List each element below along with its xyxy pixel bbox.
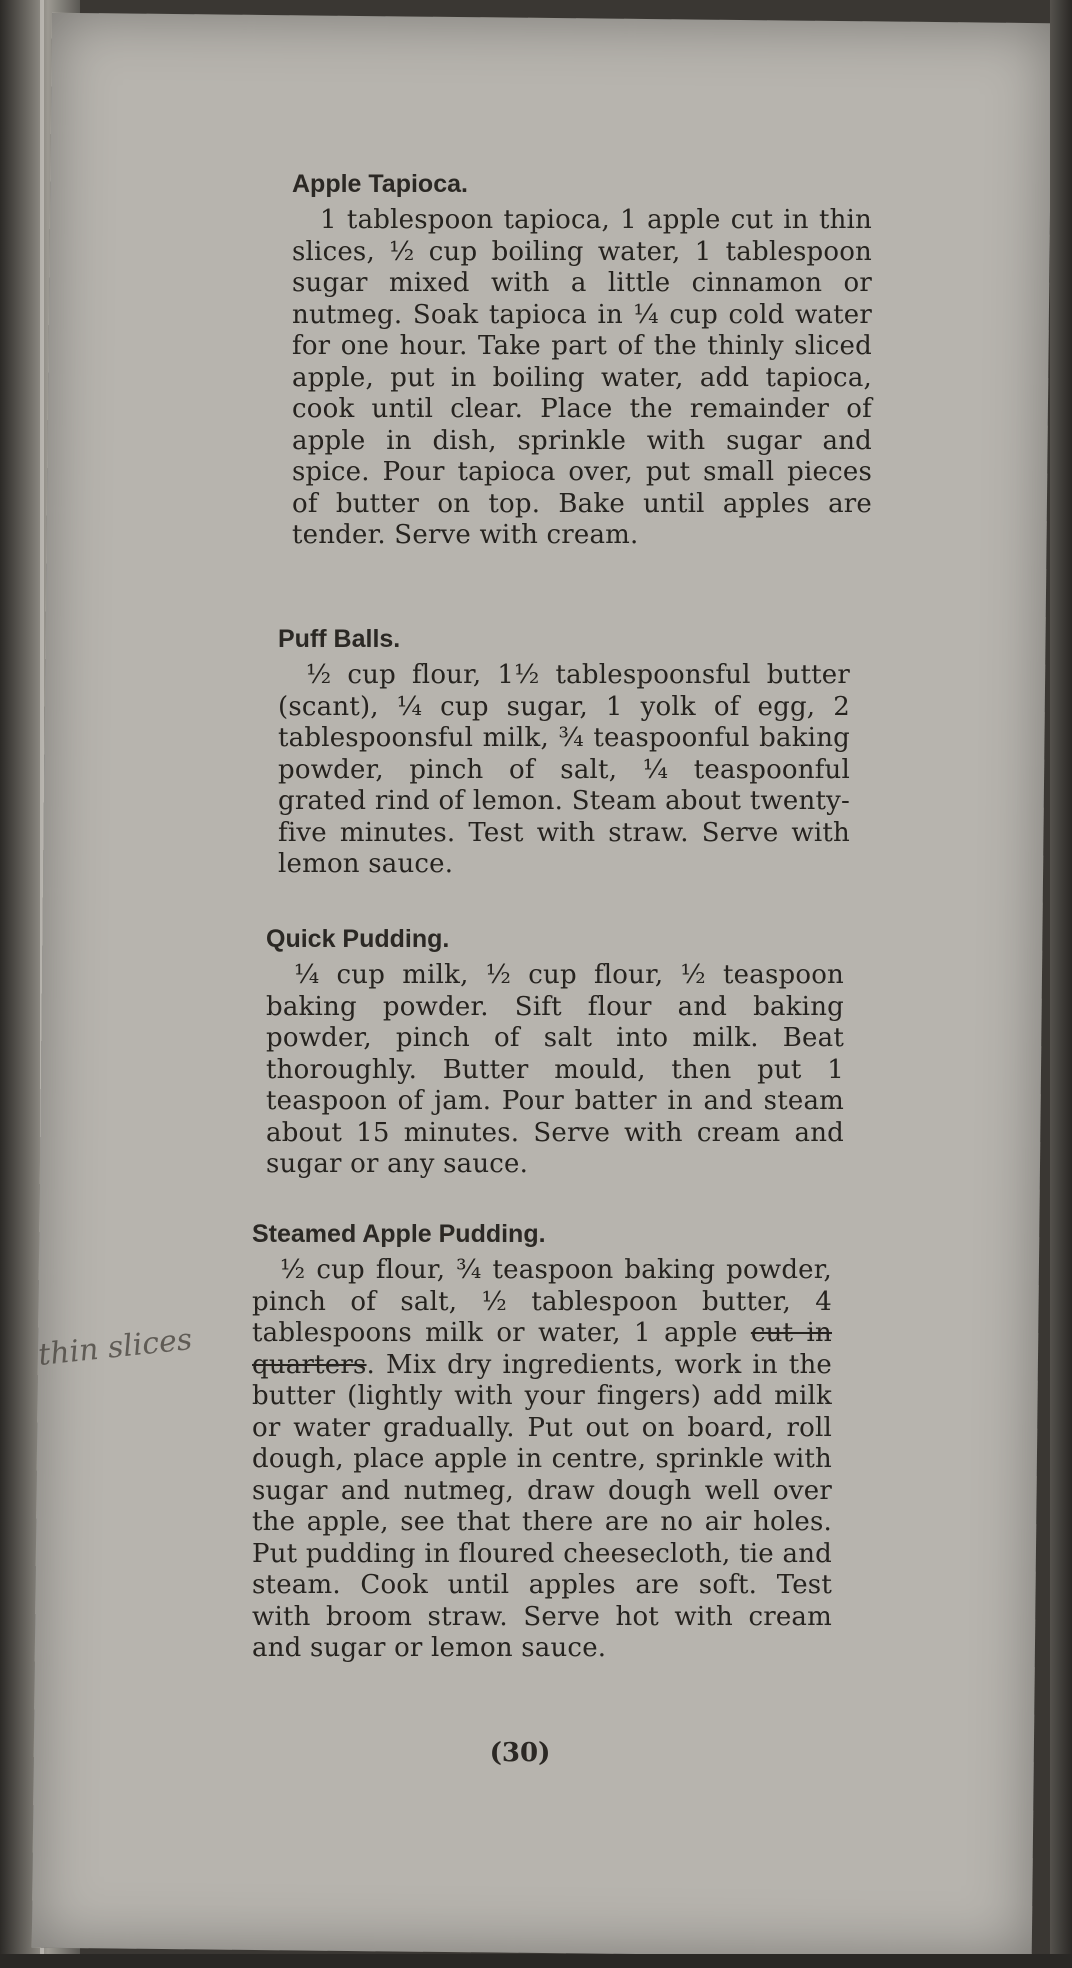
recipe-puff-balls xyxy=(278,625,850,881)
struck-text: cut in quarters xyxy=(252,1318,832,1380)
recipe-title: Steamed Apple Pudding. xyxy=(252,1220,546,1248)
recipe-text-part: ½ cup flour, ¾ teaspoon baking powder, pinch of salt, ½ tablespoon butter, 4 tablespoons milk or water, 1 apple xyxy=(252,1255,832,1348)
recipe-text-part: . Mix dry ingredients, work in the butter (lightly with your fingers) add milk or water gradually. Put out on board, roll dough, place apple in centre, sprinkle with sugar and nutmeg, draw dough well over the apple, see that there are no air holes. Put pudding in floured cheesecloth, tie and steam. Cook until apples are soft. Test with broom straw. Serve hot with cream and sugar or lemon sauce. xyxy=(252,1349,832,1663)
recipe-quick-pudding xyxy=(266,925,844,1181)
recipe-text xyxy=(252,1255,832,1665)
recipe-apple-tapioca xyxy=(292,170,872,552)
handwritten-margin-note: thin slices xyxy=(36,1322,194,1373)
page-number: (30) xyxy=(489,1738,551,1768)
recipe-title: Puff Balls. xyxy=(278,625,401,653)
recipe-text: ½ cup flour, 1½ tablespoonsful butter (scant), ¼ cup sugar, 1 yolk of egg, 2 tablespoonsful milk, ¾ teaspoonful baking powder, pinch of salt, ¼ teaspoonful grated rind of lemon. Steam about twenty-five minutes. Test with straw. Serve with lemon sauce. xyxy=(278,660,850,879)
page-right-edge xyxy=(1050,0,1072,1968)
page-bottom-edge xyxy=(0,1954,1072,1968)
recipe-text: 1 tablespoon tapioca, 1 apple cut in thin slices, ½ cup boiling water, 1 tablespoon sugar mixed with a little cinnamon or nutmeg. Soak tapioca in ¼ cup cold water for one hour. Take part of the thinly sliced apple, put in boiling water, add tapioca, cook until clear. Place the remainder of apple in dish, sprinkle with sugar and spice. Pour tapioca over, put small pieces of butter on top. Bake until apples are tender. Serve with cream. xyxy=(292,205,872,550)
recipe-title: Quick Pudding. xyxy=(266,925,450,953)
recipe-title: Apple Tapioca. xyxy=(292,170,468,198)
recipe-steamed-apple-pudding xyxy=(252,1220,832,1665)
recipe-text: ¼ cup milk, ½ cup flour, ½ teaspoon baking powder. Sift flour and baking powder, pinch of salt into milk. Beat thoroughly. Butter mould, then put 1 teaspoon of jam. Pour batter in and steam about 15 minutes. Serve with cream and sugar or any sauce. xyxy=(266,960,844,1179)
